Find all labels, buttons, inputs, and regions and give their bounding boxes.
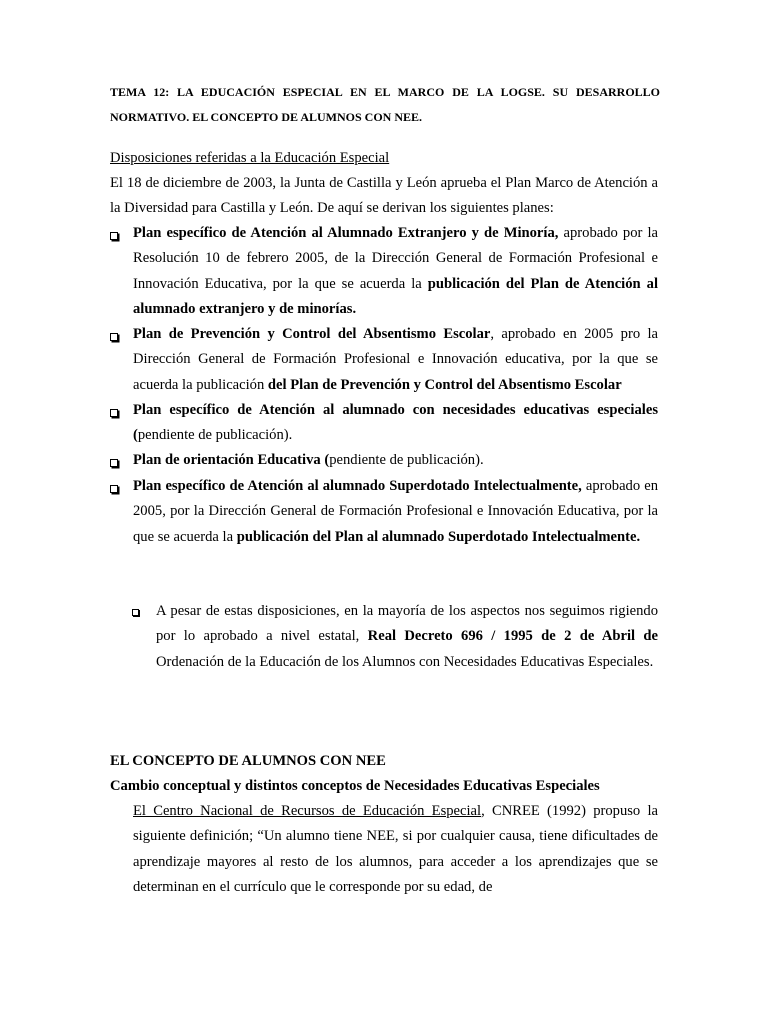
checkbox-bullet-icon [110,459,118,467]
intro-paragraph: El 18 de diciembre de 2003, la Junta de Castilla y León aprueba el Plan Marco de Atención a la Diversidad para Castilla y León. De aquí se derivan los siguientes planes: [110,175,658,217]
list-item-body: pendiente de publicación). [137,427,293,444]
section-heading-disposiciones: Disposiciones referidas a la Educación Especial [110,150,390,166]
document-title: TEMA 12: LA EDUCACIÓN ESPECIAL EN EL MARCO DE LA LOGSE. SU DESARROLLO NORMATIVO. EL CONCEPTO DE ALUMNOS CON NEE. [110,85,660,124]
section-heading-concepto [110,749,386,774]
sub-list-item-body: A pesar de estas disposiciones, en la mayoría de los aspectos nos seguimos rigiendo por lo aprobado a nivel estatal, [156,603,658,645]
list-item-body: , aprobado en 2005 pro la Dirección General de Formación Profesional e Innovación educativa, por la que se acuerda la publicación [133,326,659,393]
checkbox-bullet-icon [110,232,118,240]
list-item-bold: publicación del Plan al alumnado Superdotado Intelectualmente. [236,528,641,545]
list-item-text [133,448,658,473]
list-item-text [133,221,658,322]
list-item-bold: Plan específico de Atención al alumnado Superdotado Intelectualmente, [133,478,582,494]
list-item-bold: Plan específico de Atención al Alumnado Extranjero y de Minoría, [133,225,559,241]
list-item-text [133,322,658,398]
list-item [110,322,658,398]
cnree-reference: El Centro Nacional de Recursos de Educación Especial [133,803,482,819]
list-item-bold: Plan de Prevención y Control del Absentismo Escolar [133,326,491,342]
list-item [110,398,658,449]
definition-paragraph [133,799,658,900]
list-item [110,221,658,322]
sub-list-item-bold: Real Decreto 696 / 1995 de 2 de Abril de [367,628,658,645]
list-item [110,448,658,473]
subsection-heading: Cambio conceptual y distintos conceptos de Necesidades Educativas Especiales [110,778,600,794]
definition-text: , CNREE (1992) propuso la siguiente definición; “Un alumno tiene NEE, si por cualquier causa, tiene dificultades de aprendizaje mayores al resto de los alumnos, para acceder a los aprendizajes que se determinan en el currículo que le corresponde por su edad, de [133,803,658,895]
list-item-text [133,398,658,449]
list-item-body: pendiente de publicación). [329,452,484,468]
list-item-bold: publicación del Plan de Atención al alumnado extranjero y de minorías. [133,275,658,317]
section-heading-text: EL CONCEPTO DE ALUMNOS CON NEE [110,753,386,769]
list-item-body: aprobado por la Resolución 10 de febrero 2005, de la Dirección General de Formación Profesional e Innovación Educativa, por la que se acuerda la [133,225,658,292]
list-item [110,474,658,550]
list-item-bold: del Plan de Prevención y Control del Absentismo Escolar [267,376,622,393]
sub-list-item [132,599,658,675]
list-item-body: aprobado en 2005, por la Dirección General de Formación Profesional e Innovación Educativa, por la que se acuerda la [133,478,658,545]
sub-list-item-body: Ordenación de la Educación de los Alumnos con Necesidades Educativas Especiales. [156,653,654,670]
checkbox-bullet-icon [132,609,139,616]
checkbox-bullet-icon [110,409,118,417]
list-item-bold: Plan de orientación Educativa ( [133,452,330,468]
list-item-bold: Plan específico de Atención al alumnado con necesidades educativas especiales ( [133,402,658,444]
sub-list-item-text [156,599,658,675]
checkbox-bullet-icon [110,333,118,341]
list-item-text [133,474,658,550]
checkbox-bullet-icon [110,485,118,493]
